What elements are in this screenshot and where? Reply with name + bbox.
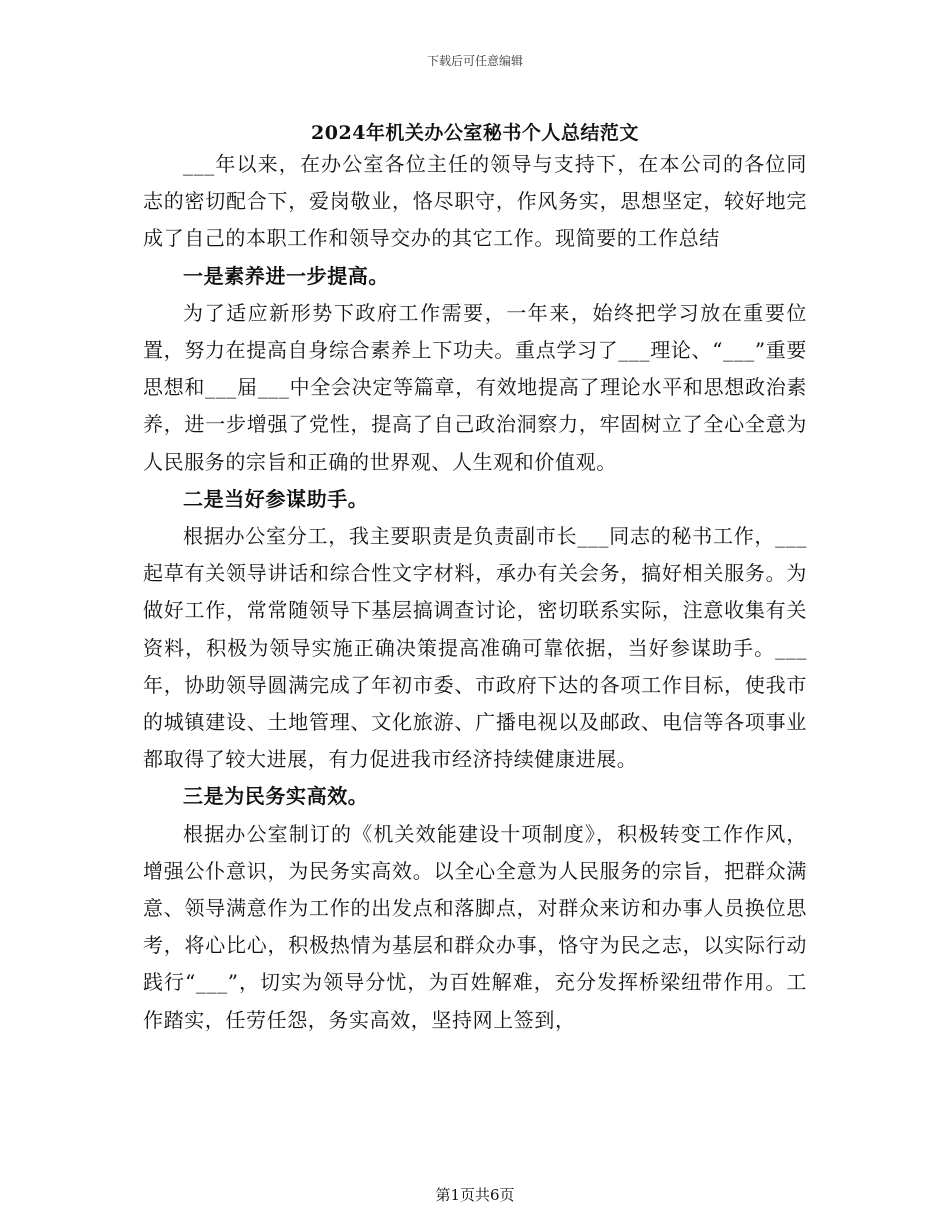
section-body-2: 根据办公室分工，我主要职责是负责副市长___同志的秘书工作，___起草有关领导讲话和综合性文字材料，承办有关会务，搞好相关服务。为做好工作，常常随领导下基层搞调查讨论，密切联系实际，注意收集有关资料，积极为领导实施正确决策提高准确可靠依据，当好参谋助手。___年，协助领导圆满完成了年初市委、市政府下达的各项工作目标，使我市的城镇建设、土地管理、文化旅游、广播电视以及邮政、电信等各项事业都取得了较大进展，有力促进我市经济持续健康进展。 bbox=[143, 524, 807, 772]
section-heading-1: 一是素养进一步提高。 bbox=[183, 263, 389, 288]
section-heading-3: 三是为民务实高效。 bbox=[183, 784, 369, 809]
section-heading-2: 二是当好参谋助手。 bbox=[183, 486, 369, 511]
document-title: 2024年机关办公室秘书个人总结范文 bbox=[311, 122, 639, 144]
page-number: 第1页共6页 bbox=[435, 1186, 515, 1204]
section-body-1: 为了适应新形势下政府工作需要，一年来，始终把学习放在重要位置，努力在提高自身综合素养上下功夫。重点学习了___理论、“___”重要思想和___届___中全会决定等篇章，有效地提高了理论水平和思想政治素养，进一步增强了党性，提高了自己政治洞察力，牢固树立了全心全意为人民服务的宗旨和正确的世界观、人生观和价值观。 bbox=[143, 300, 807, 474]
document-body bbox=[143, 146, 807, 1039]
intro-paragraph: ___年以来，在办公室各位主任的领导与支持下，在本公司的各位同志的密切配合下，爱岗敬业，恪尽职守，作风务实，思想坚定，较好地完成了自己的本职工作和领导交办的其它工作。现简要的工作总结 bbox=[143, 152, 807, 251]
page-header-note: 下载后可任意编辑 bbox=[426, 54, 523, 68]
section-body-3: 根据办公室制订的《机关效能建设十项制度》，积极转变工作作风，增强公仆意识，为民务实高效。以全心全意为人民服务的宗旨，把群众满意、领导满意作为工作的出发点和落脚点，对群众来访和办事人员换位思考，将心比心，积极热情为基层和群众办事，恪守为民之志，以实际行动践行“___”，切实为领导分忧，为百姓解难，充分发挥桥梁纽带作用。工作踏实，任劳任怨，务实高效，坚持网上签到， bbox=[143, 821, 807, 1032]
